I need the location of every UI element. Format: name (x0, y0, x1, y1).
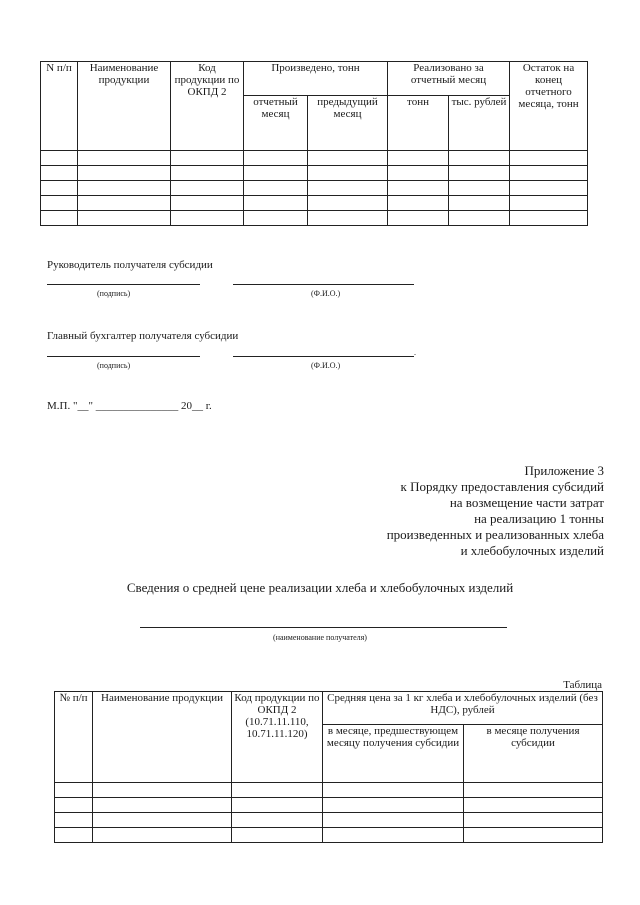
avg-price-table (54, 691, 603, 843)
table-row (41, 196, 588, 211)
appendix-line: на возмещение части затрат (449, 495, 604, 510)
col-remainder-header: Остаток на конец отчетного месяца, тонн (510, 62, 588, 151)
table-row (55, 798, 603, 813)
accountant-fio-line (233, 356, 414, 357)
recipient-caption: (наименование получателя) (273, 633, 367, 642)
recipient-name-line (140, 627, 507, 628)
stamp-date-line: М.П. "__" _______________ 20__ г. (47, 400, 212, 412)
accountant-fio-dot: . (414, 348, 416, 357)
t2-col-num-header: № п/п (55, 692, 93, 783)
head-fio-line (233, 284, 414, 285)
table-row (55, 783, 603, 798)
accountant-sign-caption: (подпись) (97, 361, 131, 370)
table-row (55, 828, 603, 843)
col-code-header: Код продукции по ОКПД 2 (171, 62, 244, 151)
col-produced-previous-header: предыдущий месяц (308, 96, 388, 151)
col-sold-header: Реализовано за отчетный месяц (388, 62, 510, 96)
t2-col-prev-month-header: в месяце, предшествующем месяцу получения субсидии (323, 725, 464, 783)
appendix-block (387, 463, 604, 559)
head-sign-caption: (подпись) (97, 289, 131, 298)
document-title: Сведения о средней цене реализации хлеба и хлебобулочных изделий (126, 580, 514, 595)
table-row (41, 151, 588, 166)
table-row (41, 211, 588, 226)
t2-col-name-header: Наименование продукции (93, 692, 232, 783)
accountant-fio-caption: (Ф.И.О.) (311, 361, 341, 370)
accountant-label: Главный бухгалтер получателя субсидии (47, 330, 239, 342)
appendix-line: произведенных и реализованных хлеба (386, 527, 604, 542)
table-row (41, 166, 588, 181)
t2-col-avg-price-header: Средняя цена за 1 кг хлеба и хлебобулочных изделий (без НДС), рублей (323, 692, 603, 725)
col-produced-current-header: отчетный месяц (244, 96, 308, 151)
appendix-line: Приложение 3 (524, 463, 604, 478)
production-table (40, 61, 588, 226)
table-label: Таблица (563, 679, 602, 691)
appendix-line: к Порядку предоставления субсидий (400, 479, 604, 494)
col-produced-header: Произведено, тонн (244, 62, 388, 96)
head-fio-caption: (Ф.И.О.) (311, 289, 341, 298)
table-row (41, 181, 588, 196)
head-signature-line (47, 284, 200, 285)
t2-col-code-header: Код продукции по ОКПД 2 (10.71.11.110, 10.71.11.120) (232, 692, 323, 783)
col-name-header: Наименование продукции (78, 62, 171, 151)
appendix-line: и хлебобулочных изделий (460, 543, 604, 558)
col-sold-rub-header: тыс. рублей (449, 96, 510, 151)
table-row (55, 813, 603, 828)
head-label: Руководитель получателя субсидии (47, 259, 213, 271)
appendix-line: на реализацию 1 тонны (474, 511, 604, 526)
col-sold-tons-header: тонн (388, 96, 449, 151)
col-num-header: N п/п (41, 62, 78, 151)
t2-col-cur-month-header: в месяце получения субсидии (464, 725, 603, 783)
accountant-signature-line (47, 356, 200, 357)
